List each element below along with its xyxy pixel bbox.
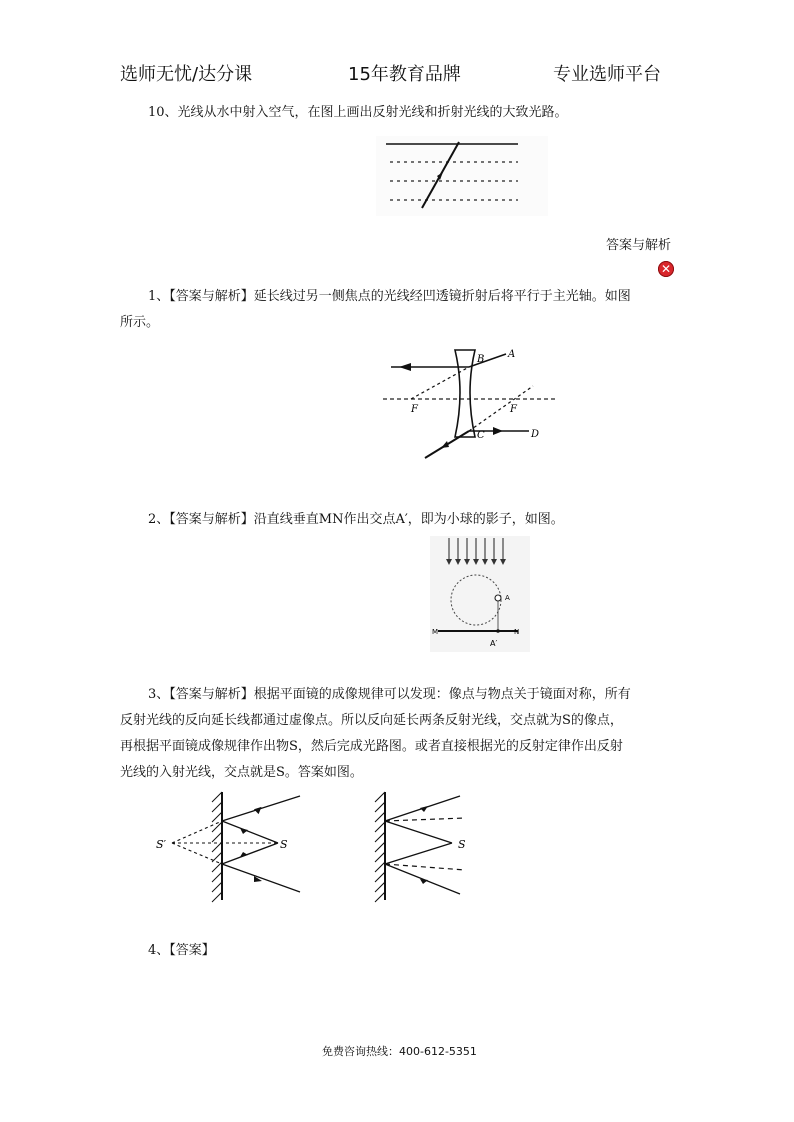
header-center-slogan: 15年教育品牌 — [348, 64, 461, 85]
label-F-left: F — [411, 404, 418, 415]
label-A: A — [505, 594, 510, 602]
answer-3-figure-left — [150, 788, 310, 904]
header-right-slogan: 专业选师平台 — [553, 64, 661, 85]
question-10-text: 10、光线从水中射入空气，在图上画出反射光线和折射光线的大致光路。 — [148, 105, 568, 120]
answer-3-line-2: 反射光线的反向延长线都通过虚像点。所以反向延长两条反射光线，交点就为S的像点， — [120, 713, 623, 728]
label-D: D — [531, 429, 540, 440]
answer-1-line-2: 所示。 — [120, 315, 160, 330]
label-S-prime: S′ — [156, 838, 167, 851]
footer-hotline: 免费咨询热线：400-612-5351 — [322, 1045, 477, 1058]
answer-4-line-1: 4、【答案】 — [148, 943, 215, 958]
answer-2-figure — [430, 536, 530, 652]
label-A-prime: A′ — [490, 639, 498, 648]
answer-3-line-4: 光线的入射光线，交点就是S。答案如图。 — [120, 765, 363, 780]
label-S-right: S — [458, 838, 466, 851]
answer-2-line-1: 2、【答案与解析】沿直线垂直MN作出交点A′，即为小球的影子，如图。 — [148, 512, 564, 527]
label-S-left: S — [280, 838, 288, 851]
answer-1-line-1: 1、【答案与解析】延长线过另一侧焦点的光线经凹透镜折射后将平行于主光轴。如图 — [148, 289, 631, 304]
label-N: N — [514, 628, 520, 636]
label-M: M — [432, 628, 439, 636]
answer-3-figure-right — [370, 788, 510, 904]
header-left-brand: 选师无忧/达分课 — [120, 64, 253, 85]
question-10-figure — [376, 136, 548, 216]
label-A: A — [508, 349, 516, 360]
label-B: B — [477, 354, 485, 365]
answer-1-figure — [383, 345, 558, 465]
close-icon[interactable]: ✕ — [658, 261, 674, 277]
answer-analysis-toggle[interactable]: 答案与解析 — [606, 238, 672, 253]
answer-3-line-1: 3、【答案与解析】根据平面镜的成像规律可以发现：像点与物点关于镜面对称，所有 — [148, 687, 631, 702]
label-C: C — [477, 430, 485, 441]
label-F-right: F — [510, 404, 517, 415]
answer-3-line-3: 再根据平面镜成像规律作出物S，然后完成光路图。或者直接根据光的反射定律作出反射 — [120, 739, 623, 754]
